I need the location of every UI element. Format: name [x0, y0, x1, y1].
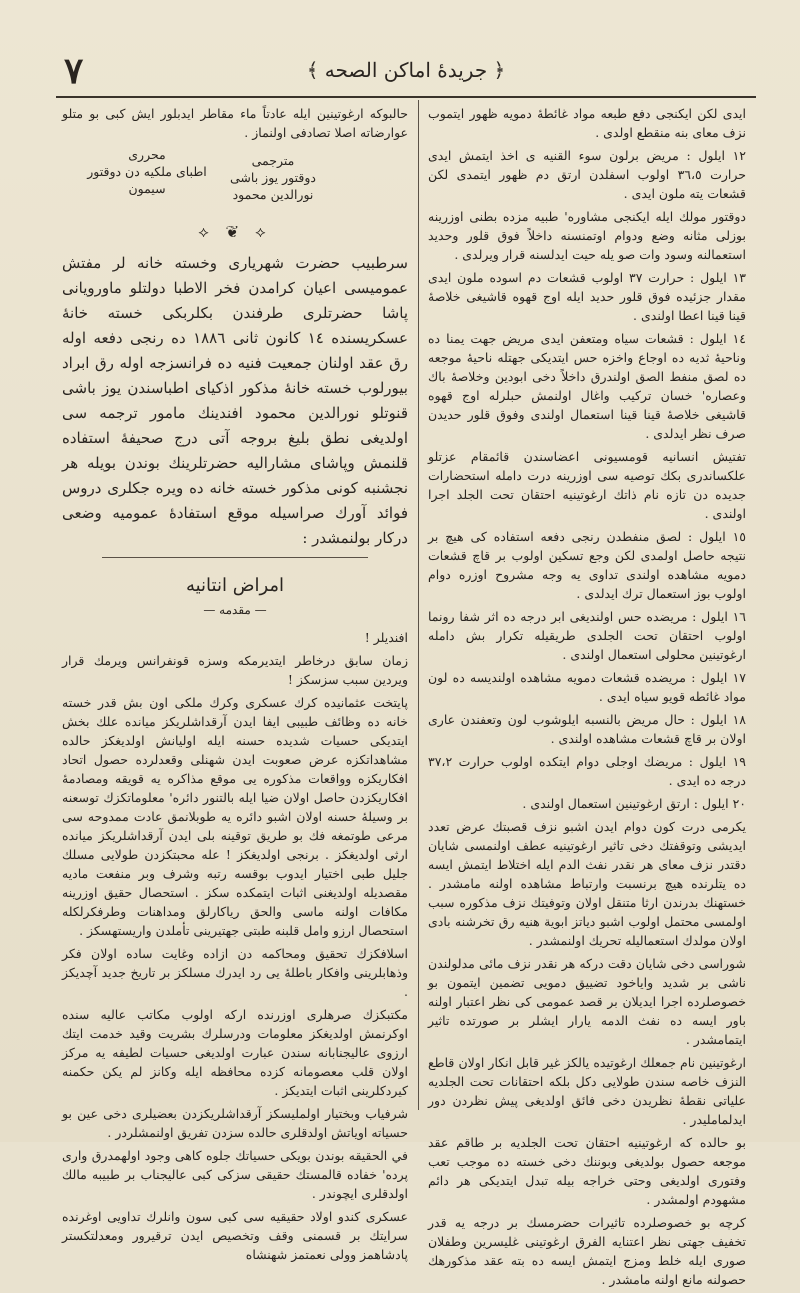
- case-entry: ١٨ ايلول : حال مريض بالنسبه ايلوشوب لون وتعفندن عارى اولان بر قاچ قشعات مشاهده اولندى .: [428, 712, 746, 746]
- page-header: [56, 52, 756, 96]
- right-column: [428, 104, 746, 1293]
- case-entry: ١٢ ايلول : مريض برلون سوء القنيه ى اخذ ايتمش ايدى حرارت ٣٦،٥ اولوب اسفلدن ارتق دم ظهور ايتمدى لكن قشعات يته ملون ايدى .: [428, 148, 747, 201]
- page-number: ٧: [64, 50, 84, 92]
- case-entry: ٢٠ ايلول : ارتق ارغوتينين استعمال اولندى .: [522, 796, 746, 811]
- lecture-paragraph: في الحقيقه بوندن بويكى حسياتك جلوه كاهى وجود اولهمدرق وارى پرده' خفاده قالمستك حقيقى سزكى كبى عاليجناب بر طبيبه مالك اولدقلرى ايچوندر .: [62, 1148, 408, 1201]
- lecture-paragraph: عسكرى كندو اولاد حقيقيه سى كبى سون وانلرك تداويى اوغرنده سرايتك بر قسمنى وقف وتخصيص ايدن ترقيرور ومعدلتكستر پادشاهمز وولى نعمتمز شهنشاه: [62, 1209, 408, 1262]
- lecture-paragraph: شرفياب وبختيار اولمليسكز آرقداشلريكزدن بعضيلرى دخى عين بو حسياته اوياتش اولدقلرى حالده سزدن تفريق اولنمشلردر .: [62, 1106, 408, 1140]
- lecture-paragraph: زمان سابق درخاطر ايتديرمكه وسزه قونفرانس ويرمك قرار ويردين سبب سزسكز !: [62, 653, 408, 687]
- header-rule: [56, 96, 756, 98]
- intro-paragraph: حالبوكه ارغوتينين ايله عادتاً ماء مقاطر ايدبلور ايش كبى بو متلو عوارضاته اصلا تصادفى اولنماز .: [62, 106, 408, 140]
- lecture-paragraph: پايتخت عثمانيده كرك عسكرى وكرك ملكى اون بش قدر خسته خانه ده وظائف طبيبى ايفا ايدن آرقداشلريكز ميانده علك بخش ايتديكى حسيات شديده حسنه ايله اوليانش اولديغكز حالده مشاهداتكزه عرض صعوبت ايدن شهنلى وقعدلرده حصول اتحاد افكاريكزه وواقعات مذكوره يى موقع مذاكره يه قويقه ومصادمهٔ افكاريكزدن حاصل اولان ضيا ايله بالتنور دائره' معلوماتكزك توسعنه بر وسيلهٔ حسنه اولان اشبو دائره يه طوبلانمق عادت ممدوحه سى مرعى طوتمغه فك بو طريق توقينه بلى ايدن آرقداشلريكز ميانده ارثى اولديغكز . برنجى اولديغكز ! عله محبتكزدن طولايى مسلك جليل طبى اختيار ايدوب بوقسه رتبه وشرف وبر منفعت ماديه مقصديله اولديغنى اثبات ايتمكده سكز . استحصال حقيق اوزرينه مكافات اولنه ماسى والحق رياكارلق ومداهنات وطرفكرلكله استحصال ارزو وامل قلبنه طبتى جهتيرينى تأملدن واريستهسكز .: [62, 695, 408, 938]
- lecture-paragraph: اسلافكزك تحقيق ومحاكمه دن ازاده وغايت ساده اولان فكر وذهابلرينى وافكار باطلهٔ يى رد ايدرك مسلكز بر تاريخ جديد آچديكز .: [62, 946, 408, 999]
- case-entry: تفتيش انسانيه قومسيونى اعضاسندن قائمقام عزتلو علكساندرى بكك توصيه سى اوزرينه درت دامله استحضارات جديده دن تازه نام ذاتك ارغوتينيه احتقان تحت الجلد اجرا اولندى .: [428, 449, 746, 521]
- author-name: سيمون: [128, 181, 166, 196]
- section-subheading: — مقدمه —: [203, 603, 267, 617]
- translator-name: نورالدين محمود: [232, 187, 314, 202]
- announcement-paragraph: سرطبيب حضرت شهريارى وخسته خانه لر مفتش عموميسى اعيان كرامدن فخر الاطبا دولتلو ماورويانى پاشا حضرتلرى طرفندن بكلربكى خسته خانهٔ عسكريسنده ١٤ كانون ثانى ١٨٨٦ ده رنجى دفعه اوله رق عقد اولنان جمعيت فنيه ده فرانسزجه اوله رق ابراد بيورلوب خسته خانهٔ مذكور اذكياى اطباسندن يوز باشى قنوتلو نورالدين محمود افندينك مامور ترجمه سى اولديغى نطق بليغ بروجه آتى درج صحيفهٔ استفاده قلنمش وپاشاى مشاراليه حضرتلرينك بوندن بويله هر نجشنبه كونى مذكور خسته خانه ده ويره جكلرى دروس فوائد آورك صراسيله موقع استفادهٔ عموميه وضعى دركار بولنمشدر :: [62, 254, 408, 547]
- commentary-paragraph: شوراسى دخى شايان دقت دركه هر نقدر نزف مائى مدلولندن ناشى بر شديد واياخود تضييق دمويى تضمين ايتمون بو خصوصلرده اجرا ايديلان بر قصد عمومى كى نظر اعتبار اولنه باور ايسه ده نفث الدمه يارار ايشلر بر صورتده تاثير ايتمامشدر .: [428, 956, 746, 1047]
- commentary-paragraph: يكرمى درت كون دوام ايدن اشبو نزف قصبتك عرض تعدد ايديشى وتوقفتك دخى تاثير ارغوتينيه عطف اولنمسى شايان دقتدر نزف معاى هر نقدر نفث الدم ايله اختلاط ايتمش ايسه ده يتلرنده هيچ برنسبت وارتباط مشاهده اولنه مامشدر . خستهنك بدرندن ارثا متنقل اولان وتوفيتك نزف مذكوره سبب اولمسى محتمل اولوب اشبو دياتز ابوية هنيه رق تخرشنه بادى اولان مولدك استعماليله تحريك اولنمشدر .: [428, 819, 746, 948]
- case-entry: ١٧ ايلول : مريضده قشعات دمويه مشاهده اولنديسه ده لون مواد غائطه قويو سياه ايدى .: [428, 670, 746, 704]
- case-entry: ١٥ ايلول : لصق منفطدن رنجى دفعه استفاده كى هيچ بر نتيجه حاصل اولمدى لكن وجع تسكين اولوب بر قاچ قشعات دمويه مشاهده اولندى تداوى يه وجه مشروح اوزره دوام اولوب بوز استعمال ترك ايدلدى .: [428, 529, 746, 601]
- left-column: [62, 104, 408, 1268]
- commentary-paragraph: بو حالده كه ارغوتينيه احتقان تحت الجلديه بر طاقم عقد موجعه حصول بولديغى وبوننك دخى خسته ده موجب تعب وفتورى اولديغى وحتى خراجه بيله تبدل ايتديكى هر دائم مشهودم اولمشدر .: [428, 1135, 746, 1207]
- author-title: اطباى ملكيه دن دوقتور: [87, 164, 207, 179]
- lecture-paragraph: افنديلر !: [364, 630, 408, 645]
- translator-title: دوقتور يوز باشى: [230, 170, 316, 185]
- case-entry: ١٤ ايلول : قشعات سياه ومتعفن ايدى مريض جهت يمنا ده وناحيهٔ ثديه ده اوجاع واخزه حس ايتديكى جهتله ناحيهٔ موجعه ده لصق منفط الصق اولندرق داخلاً دخى ابودين وخلاصهٔ باك وعصاره' خسان تركيب واغال اولنمش حبلرله اوج قهوه قاشيغى خلاصهٔ قينا قينا استعمال اولندى وفوق قلور حديدن صرف نظر ايدلدى .: [428, 331, 746, 441]
- case-entry: ١٣ ايلول : حرارت ٣٧ اولوب قشعات دم اسوده ملون ايدى مقدار جزئيده فوق قلور حديد ايله اوج قهوه قاشيغى خلاصهٔ قينا قينا اعطا اولندى .: [428, 270, 747, 323]
- commentary-paragraph: كرچه بو خصوصلرده تاثيرات حضرمسك بر درجه يه قدر تخفيف جهتى نظر اعتنايه الفرق ارغوتينى غليسرين وطفلان صورى ايله خلط ومزج ايتمش ايسه ده بته عقد مذكورهك حصولنه مانع اولنه مامشدر .: [428, 1215, 746, 1287]
- case-entry: ١٦ ايلول : مريضده حس اولنديغى ابر درجه ده اثر شفا رونما اولوب احتقان تحت الجلدى طريقيله تكرار بش دامله ارغوتينين محلولى استعمال اولندى .: [428, 609, 746, 662]
- author-role: محررى: [128, 147, 166, 162]
- ornament-divider: ⟡ ❦ ⟡: [198, 222, 272, 241]
- column-divider: [418, 100, 419, 1110]
- commentary-paragraph: ارغوتينين نام جمعلك ارغوتيده يالكز غير قابل انكار اولان قاطع النزف خاصه سندن طولايى دكل بلكه احتقانات تحت الجلديه علياتى نقطهٔ نظريدن دخى فائق اولديغى پيش نظردن دور ايدلمامليدر .: [428, 1055, 746, 1127]
- signature-block: [62, 146, 408, 216]
- section-rule: [102, 557, 368, 558]
- translator-role: مترجمى: [251, 153, 295, 168]
- case-entry: ايدى لكن ايكنجى دفع طبعه مواد غائطهٔ دمويه ظهور ايتموب نزف معاى بنه منقطع اولدى .: [428, 106, 746, 140]
- journal-title: ﴿ جريدهٔ اماكن الصحه ﴾: [306, 58, 506, 82]
- section-title: امراض انتانيه: [185, 575, 285, 596]
- lecture-paragraph: مكتبكزك صرهلرى اوزرنده اركه اولوب مكاتب عاليه سنده اوكرنمش اولديغكز معلومات ودرسلرك بشريت وقيد خدمت ايتك ارزوى عاليجنابانه سندن عبارت اولديغى حسيات لطيفه يه مركز اولان قلب معصومانه كزده محافظه ايله وكانز لم يكن حكمنه كيردكلرينى اثبات ايتديكز .: [62, 1007, 408, 1098]
- case-entry: ١٩ ايلول : مريضك اوجلى دوام ايتكده اولوب حرارت ٣٧،٢ درجه ده ايدى .: [428, 754, 746, 788]
- case-entry: دوقتور مولك ايله ايكنجى مشاوره' طبيه مزده بطنى اوزرينه بوزلى مثانه وضع ودوام اوتمنسنه داخلاً فوق قلور وحديد استعمالنه وسود وات صو يله حيت ايدلسنه قرار ويرلدى .: [428, 209, 746, 262]
- author-signature: [72, 146, 222, 197]
